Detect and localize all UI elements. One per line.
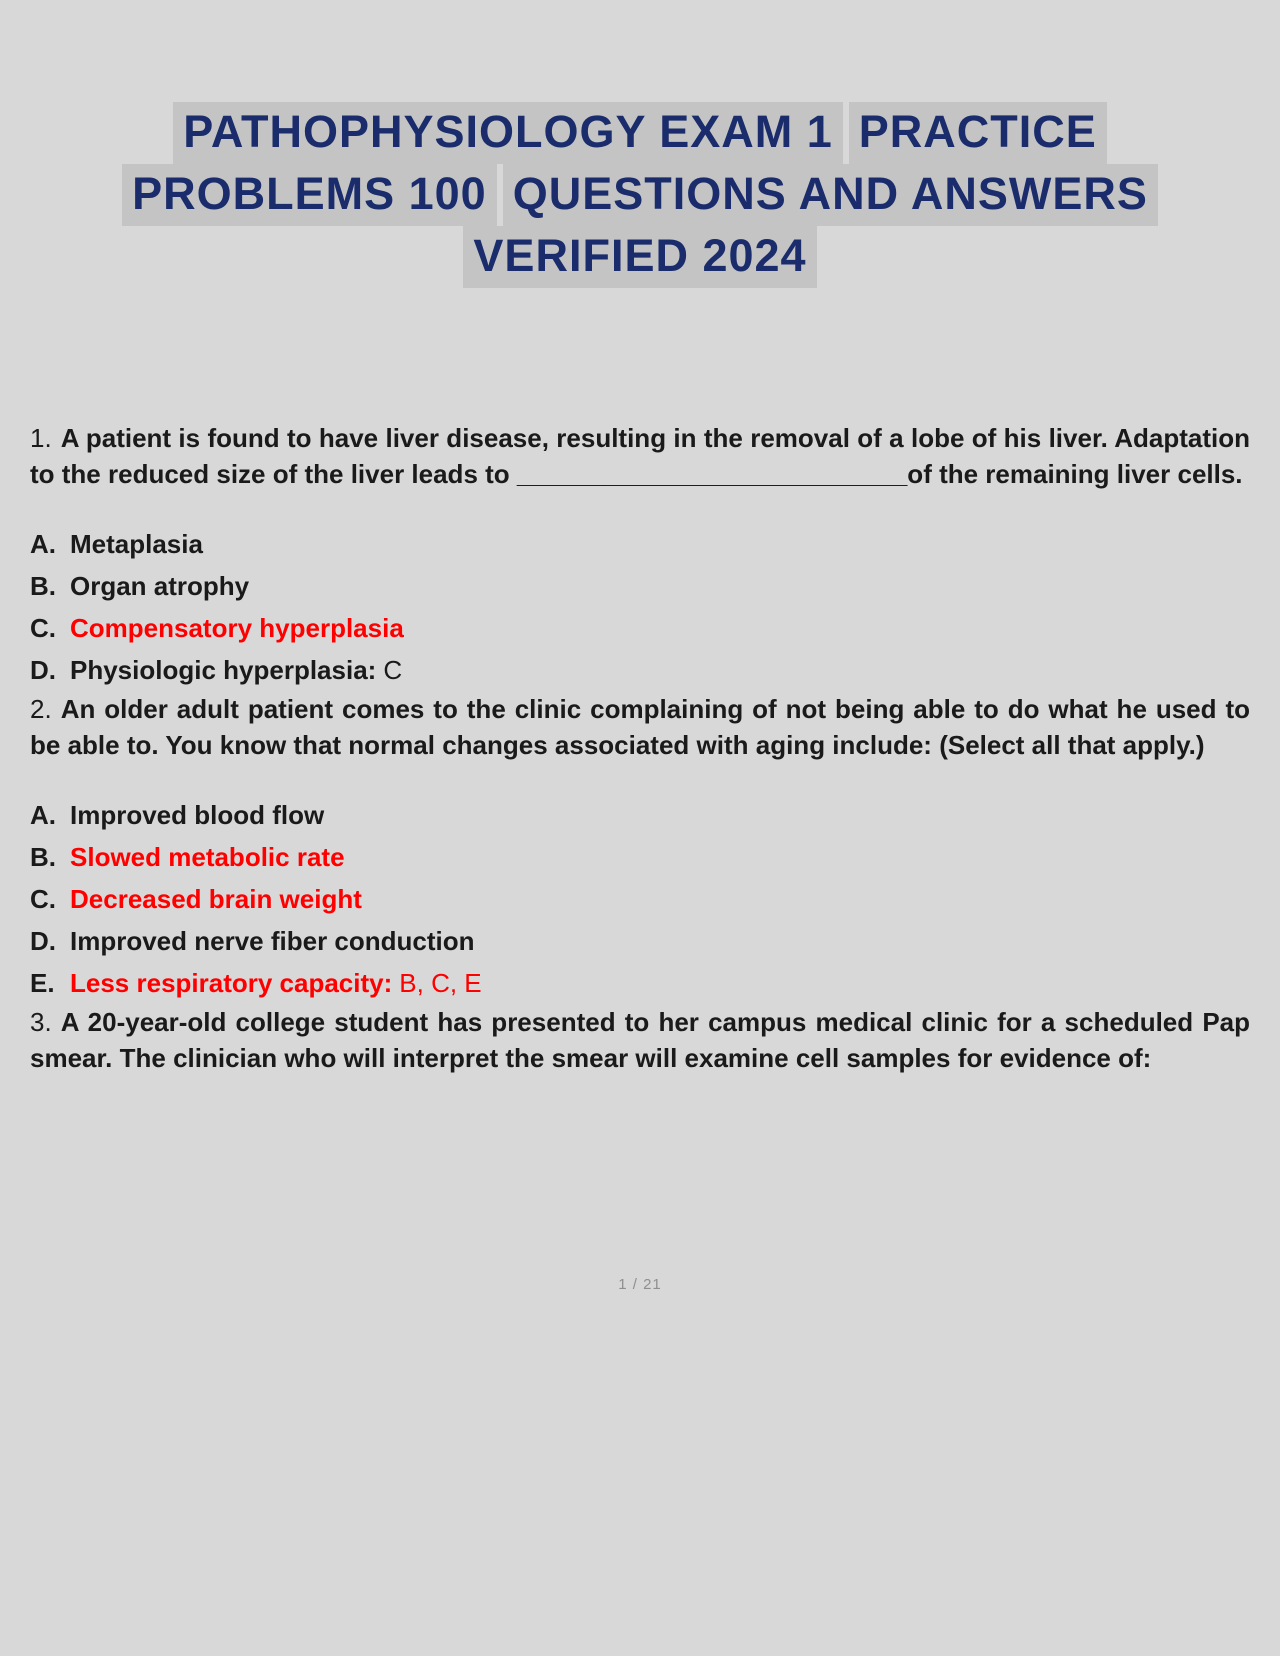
option-letter: E.: [30, 968, 55, 998]
option-row: [30, 878, 1250, 920]
option-row: [30, 794, 1250, 836]
question-2: [30, 691, 1250, 1004]
option-letter: B.: [30, 842, 56, 872]
question-body: A patient is found to have liver disease, resulting in the removal of a lobe of his liver. Adaptation to the reduced size of the liver leads to ___________________________of the remaining liver cells.: [30, 423, 1250, 489]
option-row: [30, 649, 1250, 691]
option-text: Less respiratory capacity:: [70, 968, 393, 998]
title-segment: PRACTICE: [849, 102, 1107, 164]
title-segment: QUESTIONS AND ANSWERS: [503, 164, 1158, 226]
option-letter: C.: [30, 884, 56, 914]
question-number: 3.: [30, 1007, 52, 1037]
option-text: Slowed metabolic rate: [70, 842, 345, 872]
option-letter: A.: [30, 800, 56, 830]
question-1: [30, 420, 1250, 691]
option-row: [30, 565, 1250, 607]
title-line-3: [0, 226, 1280, 288]
question-body: A 20-year-old college student has presented to her campus medical clinic for a scheduled Pap smear. The clinician who will interpret the smear will examine cell samples for evidence of:: [30, 1007, 1250, 1073]
title-segment: PATHOPHYSIOLOGY EXAM 1: [173, 102, 843, 164]
option-row: [30, 920, 1250, 962]
answer-key-note: B, C, E: [399, 968, 482, 998]
title-segment: PROBLEMS 100: [122, 164, 497, 226]
option-row: [30, 962, 1250, 1004]
option-text: Decreased brain weight: [70, 884, 362, 914]
options-list: [30, 794, 1250, 1004]
question-number: 2.: [30, 694, 52, 724]
option-row: [30, 607, 1250, 649]
option-letter: B.: [30, 571, 56, 601]
option-row: [30, 836, 1250, 878]
option-text: Physiologic hyperplasia:: [70, 655, 377, 685]
option-text: Improved blood flow: [70, 800, 325, 830]
page-number: 1 / 21: [618, 1276, 662, 1293]
options-list: [30, 523, 1250, 691]
option-text: Metaplasia: [70, 529, 203, 559]
title-line-1: [0, 102, 1280, 164]
document-title: [0, 0, 1280, 288]
option-letter: D.: [30, 655, 56, 685]
question-number: 1.: [30, 423, 52, 453]
option-letter: A.: [30, 529, 56, 559]
question-text: [30, 691, 1250, 763]
question-3: [30, 1004, 1250, 1076]
option-text: Improved nerve fiber conduction: [70, 926, 475, 956]
option-row: [30, 523, 1250, 565]
option-letter: D.: [30, 926, 56, 956]
title-line-2: [0, 164, 1280, 226]
question-text: [30, 1004, 1250, 1076]
answer-key-note: C: [383, 655, 403, 685]
option-text: Compensatory hyperplasia: [70, 613, 404, 643]
title-segment: VERIFIED 2024: [463, 226, 816, 288]
question-body: An older adult patient comes to the clinic complaining of not being able to do what he used to be able to. You know that normal changes associated with aging include: (Select all that apply.): [30, 694, 1250, 760]
question-text: [30, 420, 1250, 492]
questions-area: [30, 420, 1250, 1076]
option-letter: C.: [30, 613, 56, 643]
option-text: Organ atrophy: [70, 571, 250, 601]
